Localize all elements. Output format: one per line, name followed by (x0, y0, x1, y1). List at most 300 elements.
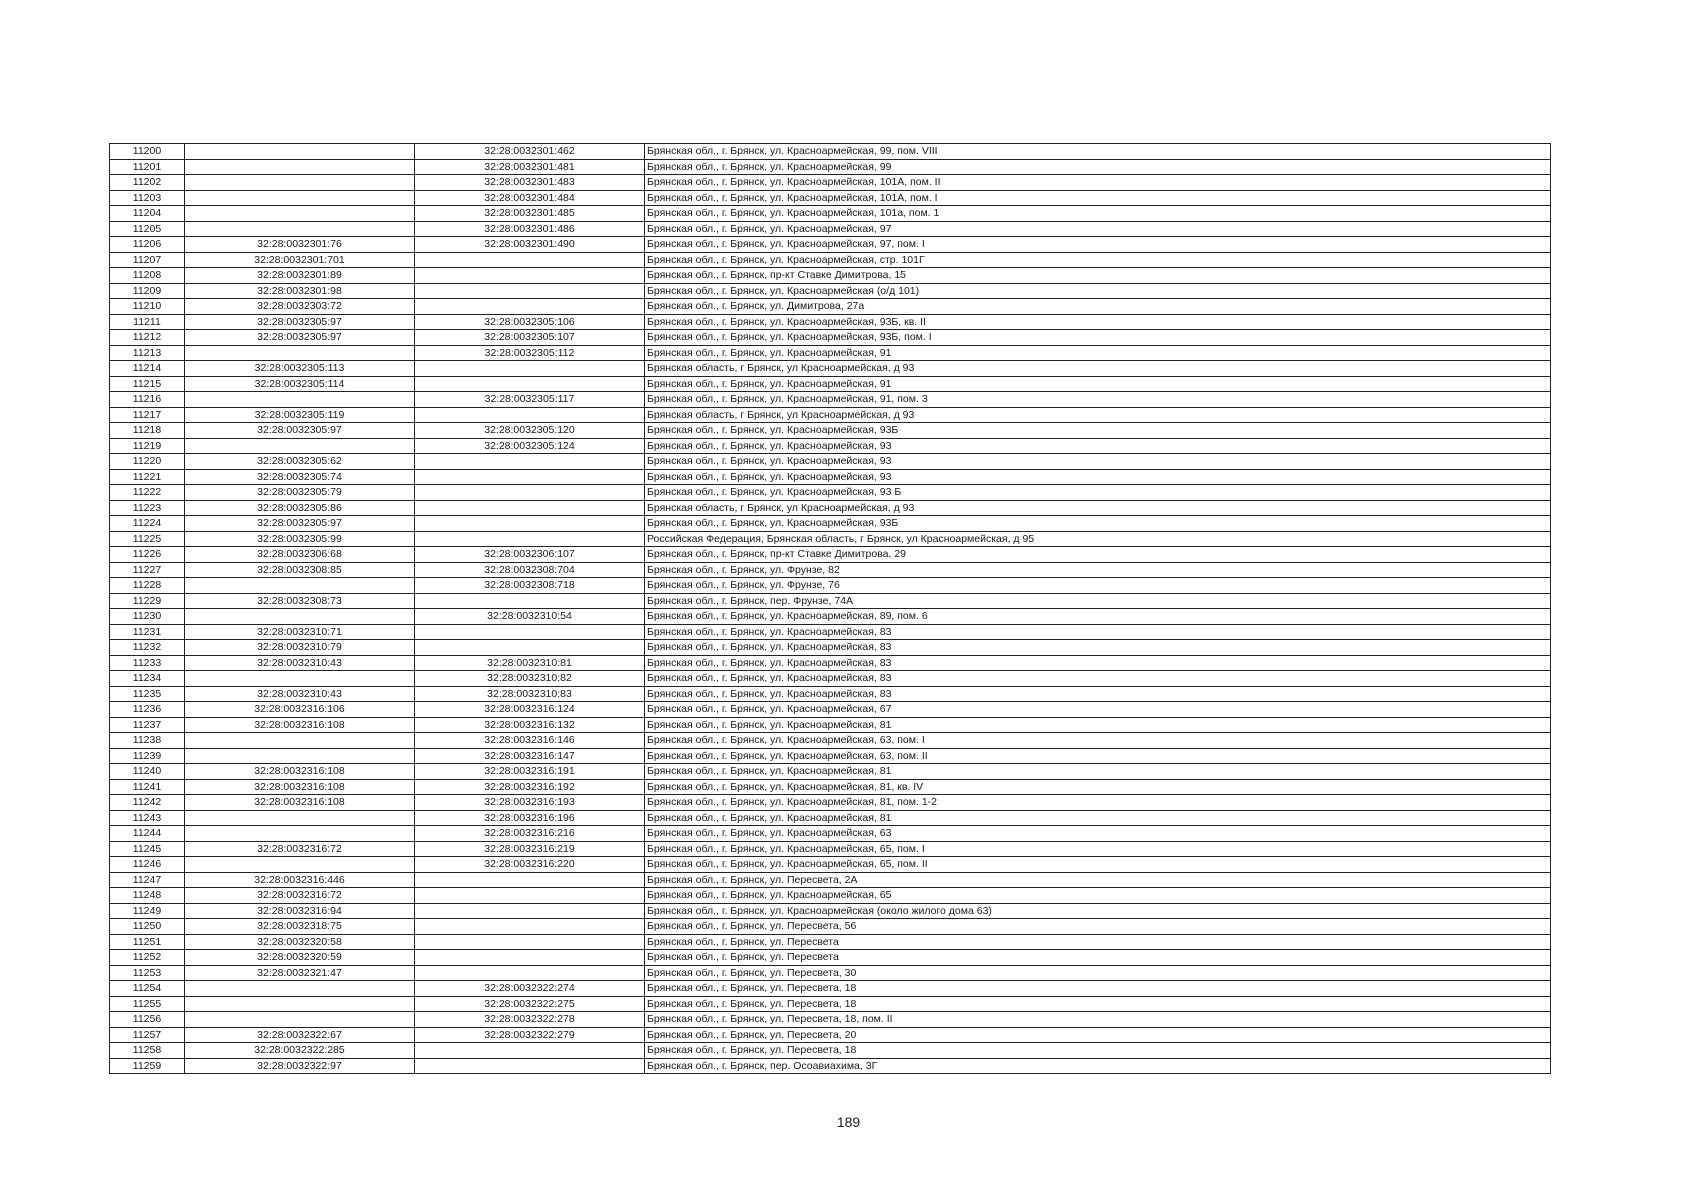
row-number-cell: 11209 (110, 283, 185, 299)
row-number-cell: 11239 (110, 748, 185, 764)
row-number-cell: 11227 (110, 562, 185, 578)
parent-cadastral-number-cell: 32:28:0032308:73 (185, 593, 415, 609)
address-cell: Брянская обл., г. Брянск, пер. Осоавиахима, 3Г (645, 1058, 1551, 1074)
row-number-cell: 11259 (110, 1058, 185, 1074)
cadastral-number-cell (415, 485, 645, 501)
cadastral-number-cell: 32:28:0032301:481 (415, 159, 645, 175)
cadastral-number-cell: 32:28:0032308:704 (415, 562, 645, 578)
address-cell: Брянская обл., г. Брянск, ул. Красноармейская, 67 (645, 702, 1551, 718)
table-row (110, 826, 1551, 842)
address-cell: Брянская обл., г. Брянск, ул. Красноармейская, 101А, пом. II (645, 175, 1551, 191)
cadastral-number-cell (415, 407, 645, 423)
row-number-cell: 11256 (110, 1012, 185, 1028)
cadastral-number-cell (415, 593, 645, 609)
table-row (110, 376, 1551, 392)
cadastral-number-cell (415, 888, 645, 904)
row-number-cell: 11228 (110, 578, 185, 594)
cadastral-number-cell (415, 283, 645, 299)
parent-cadastral-number-cell: 32:28:0032316:108 (185, 764, 415, 780)
address-cell: Брянская обл., г. Брянск, ул. Красноармейская, 93Б, пом. I (645, 330, 1551, 346)
row-number-cell: 11252 (110, 950, 185, 966)
table-row (110, 733, 1551, 749)
parent-cadastral-number-cell: 32:28:0032316:94 (185, 903, 415, 919)
cadastral-number-cell (415, 1058, 645, 1074)
address-cell: Брянская обл., г. Брянск, ул. Пересвета, 2А (645, 872, 1551, 888)
cadastral-number-cell: 32:28:0032316:192 (415, 779, 645, 795)
row-number-cell: 11224 (110, 516, 185, 532)
cadastral-number-cell: 32:28:0032310:54 (415, 609, 645, 625)
address-cell: Брянская обл., г. Брянск, ул. Красноармейская, 83 (645, 671, 1551, 687)
parent-cadastral-number-cell (185, 671, 415, 687)
address-cell: Брянская обл., г. Брянск, ул. Красноармейская, 89, пом. 6 (645, 609, 1551, 625)
table-row (110, 609, 1551, 625)
row-number-cell: 11212 (110, 330, 185, 346)
table-row (110, 593, 1551, 609)
table-row (110, 531, 1551, 547)
cadastral-number-cell: 32:28:0032316:219 (415, 841, 645, 857)
address-cell: Брянская обл., г. Брянск, ул. Красноармейская, 81 (645, 717, 1551, 733)
address-cell: Брянская обл., г. Брянск, ул. Красноармейская, 81 (645, 810, 1551, 826)
address-cell: Брянская обл., г. Брянск, пр-кт Ставке Димитрова, 15 (645, 268, 1551, 284)
table-row (110, 578, 1551, 594)
cadastral-number-cell: 32:28:0032305:112 (415, 345, 645, 361)
table-row (110, 516, 1551, 532)
cadastral-number-cell (415, 624, 645, 640)
registry-table-body (110, 144, 1551, 1074)
table-row (110, 361, 1551, 377)
row-number-cell: 11254 (110, 981, 185, 997)
cadastral-number-cell: 32:28:0032305:120 (415, 423, 645, 439)
parent-cadastral-number-cell (185, 221, 415, 237)
table-row (110, 206, 1551, 222)
row-number-cell: 11202 (110, 175, 185, 191)
cadastral-number-cell: 32:28:0032316:124 (415, 702, 645, 718)
table-row (110, 671, 1551, 687)
cadastral-number-cell: 32:28:0032316:196 (415, 810, 645, 826)
parent-cadastral-number-cell: 32:28:0032308:85 (185, 562, 415, 578)
row-number-cell: 11218 (110, 423, 185, 439)
table-row (110, 159, 1551, 175)
row-number-cell: 11232 (110, 640, 185, 656)
row-number-cell: 11214 (110, 361, 185, 377)
table-row (110, 144, 1551, 160)
parent-cadastral-number-cell (185, 175, 415, 191)
parent-cadastral-number-cell: 32:28:0032316:108 (185, 795, 415, 811)
address-cell: Брянская обл., г. Брянск, ул. Пересвета (645, 950, 1551, 966)
address-cell: Брянская обл., г. Брянск, ул. Красноармейская, 93Б (645, 423, 1551, 439)
address-cell: Брянская обл., г. Брянск, ул. Красноармейская (о/д 101) (645, 283, 1551, 299)
row-number-cell: 11237 (110, 717, 185, 733)
parent-cadastral-number-cell: 32:28:0032303:72 (185, 299, 415, 315)
parent-cadastral-number-cell (185, 996, 415, 1012)
parent-cadastral-number-cell: 32:28:0032310:71 (185, 624, 415, 640)
row-number-cell: 11203 (110, 190, 185, 206)
cadastral-number-cell: 32:28:0032316:193 (415, 795, 645, 811)
table-row (110, 1043, 1551, 1059)
cadastral-number-cell: 32:28:0032305:107 (415, 330, 645, 346)
cadastral-number-cell: 32:28:0032305:124 (415, 438, 645, 454)
row-number-cell: 11207 (110, 252, 185, 268)
cadastral-number-cell (415, 872, 645, 888)
address-cell: Брянская обл., г. Брянск, ул. Красноармейская, 83 (645, 624, 1551, 640)
row-number-cell: 11208 (110, 268, 185, 284)
cadastral-number-cell: 32:28:0032301:484 (415, 190, 645, 206)
row-number-cell: 11249 (110, 903, 185, 919)
parent-cadastral-number-cell (185, 981, 415, 997)
address-cell: Брянская обл., г. Брянск, ул. Пересвета, 18 (645, 981, 1551, 997)
parent-cadastral-number-cell (185, 609, 415, 625)
parent-cadastral-number-cell: 32:28:0032316:72 (185, 841, 415, 857)
table-row (110, 903, 1551, 919)
address-cell: Брянская обл., г. Брянск, ул. Красноармейская (около жилого дома 63) (645, 903, 1551, 919)
row-number-cell: 11225 (110, 531, 185, 547)
registry-table (109, 143, 1551, 1074)
cadastral-number-cell: 32:28:0032305:106 (415, 314, 645, 330)
cadastral-number-cell: 32:28:0032310:83 (415, 686, 645, 702)
row-number-cell: 11245 (110, 841, 185, 857)
parent-cadastral-number-cell: 32:28:0032301:98 (185, 283, 415, 299)
row-number-cell: 11236 (110, 702, 185, 718)
cadastral-number-cell (415, 500, 645, 516)
table-row (110, 283, 1551, 299)
address-cell: Брянская обл., г. Брянск, ул. Красноармейская, стр. 101Г (645, 252, 1551, 268)
parent-cadastral-number-cell (185, 578, 415, 594)
parent-cadastral-number-cell (185, 438, 415, 454)
row-number-cell: 11231 (110, 624, 185, 640)
address-cell: Брянская обл., г. Брянск, ул. Пересвета, 56 (645, 919, 1551, 935)
table-row (110, 919, 1551, 935)
cadastral-number-cell: 32:28:0032301:486 (415, 221, 645, 237)
address-cell: Брянская обл., г. Брянск, ул. Красноармейская, 63, пом. I (645, 733, 1551, 749)
cadastral-number-cell (415, 919, 645, 935)
table-row (110, 841, 1551, 857)
address-cell: Брянская обл., г. Брянск, ул. Красноармейская, 97 (645, 221, 1551, 237)
row-number-cell: 11226 (110, 547, 185, 563)
table-row (110, 469, 1551, 485)
row-number-cell: 11248 (110, 888, 185, 904)
table-row (110, 392, 1551, 408)
cadastral-number-cell (415, 299, 645, 315)
address-cell: Брянская обл., г. Брянск, ул. Красноармейская, 91, пом. 3 (645, 392, 1551, 408)
table-row (110, 407, 1551, 423)
parent-cadastral-number-cell (185, 733, 415, 749)
address-cell: Российская Федерация, Брянская область, г Брянск, ул Красноармейская, д 95 (645, 531, 1551, 547)
parent-cadastral-number-cell: 32:28:0032305:97 (185, 330, 415, 346)
table-row (110, 562, 1551, 578)
table-row (110, 717, 1551, 733)
address-cell: Брянская обл., г. Брянск, ул. Пересвета, 18 (645, 1043, 1551, 1059)
address-cell: Брянская обл., г. Брянск, ул. Димитрова, 27а (645, 299, 1551, 315)
table-row (110, 1058, 1551, 1074)
parent-cadastral-number-cell (185, 857, 415, 873)
table-row (110, 810, 1551, 826)
parent-cadastral-number-cell: 32:28:0032306:68 (185, 547, 415, 563)
parent-cadastral-number-cell: 32:28:0032305:119 (185, 407, 415, 423)
table-row (110, 795, 1551, 811)
table-row (110, 221, 1551, 237)
address-cell: Брянская обл., г. Брянск, пр-кт Ставке Димитрова, 29 (645, 547, 1551, 563)
row-number-cell: 11246 (110, 857, 185, 873)
table-row (110, 345, 1551, 361)
table-row (110, 314, 1551, 330)
parent-cadastral-number-cell: 32:28:0032301:89 (185, 268, 415, 284)
row-number-cell: 11244 (110, 826, 185, 842)
parent-cadastral-number-cell: 32:28:0032305:86 (185, 500, 415, 516)
row-number-cell: 11216 (110, 392, 185, 408)
cadastral-number-cell (415, 376, 645, 392)
row-number-cell: 11217 (110, 407, 185, 423)
row-number-cell: 11210 (110, 299, 185, 315)
parent-cadastral-number-cell: 32:28:0032322:67 (185, 1027, 415, 1043)
address-cell: Брянская обл., г. Брянск, ул. Красноармейская, 81, пом. 1-2 (645, 795, 1551, 811)
cadastral-number-cell: 32:28:0032306:107 (415, 547, 645, 563)
cadastral-number-cell (415, 640, 645, 656)
cadastral-number-cell (415, 965, 645, 981)
row-number-cell: 11235 (110, 686, 185, 702)
row-number-cell: 11200 (110, 144, 185, 160)
address-cell: Брянская обл., г. Брянск, ул. Красноармейская, 91 (645, 345, 1551, 361)
row-number-cell: 11221 (110, 469, 185, 485)
address-cell: Брянская обл., г. Брянск, ул. Пересвета (645, 934, 1551, 950)
row-number-cell: 11219 (110, 438, 185, 454)
address-cell: Брянская обл., г. Брянск, пер. Фрунзе, 74А (645, 593, 1551, 609)
cadastral-number-cell (415, 516, 645, 532)
address-cell: Брянская обл., г. Брянск, ул. Фрунзе, 82 (645, 562, 1551, 578)
table-row (110, 175, 1551, 191)
parent-cadastral-number-cell (185, 345, 415, 361)
table-row (110, 190, 1551, 206)
cadastral-number-cell: 32:28:0032322:278 (415, 1012, 645, 1028)
row-number-cell: 11215 (110, 376, 185, 392)
cadastral-number-cell: 32:28:0032316:220 (415, 857, 645, 873)
cadastral-number-cell (415, 903, 645, 919)
table-row (110, 423, 1551, 439)
parent-cadastral-number-cell (185, 144, 415, 160)
row-number-cell: 11250 (110, 919, 185, 935)
parent-cadastral-number-cell: 32:28:0032305:97 (185, 314, 415, 330)
cadastral-number-cell: 32:28:0032301:490 (415, 237, 645, 253)
address-cell: Брянская обл., г. Брянск, ул. Красноармейская, 99, пом. VIII (645, 144, 1551, 160)
address-cell: Брянская обл., г. Брянск, ул. Красноармейская, 93 (645, 469, 1551, 485)
parent-cadastral-number-cell: 32:28:0032318:75 (185, 919, 415, 935)
address-cell: Брянская обл., г. Брянск, ул. Красноармейская, 101А, пом. I (645, 190, 1551, 206)
address-cell: Брянская обл., г. Брянск, ул. Красноармейская, 63, пом. II (645, 748, 1551, 764)
parent-cadastral-number-cell: 32:28:0032316:106 (185, 702, 415, 718)
table-row (110, 655, 1551, 671)
table-row (110, 299, 1551, 315)
row-number-cell: 11242 (110, 795, 185, 811)
row-number-cell: 11234 (110, 671, 185, 687)
row-number-cell: 11255 (110, 996, 185, 1012)
table-row (110, 1012, 1551, 1028)
address-cell: Брянская обл., г. Брянск, ул. Красноармейская, 99 (645, 159, 1551, 175)
address-cell: Брянская обл., г. Брянск, ул. Фрунзе, 76 (645, 578, 1551, 594)
row-number-cell: 11243 (110, 810, 185, 826)
parent-cadastral-number-cell (185, 190, 415, 206)
row-number-cell: 11251 (110, 934, 185, 950)
row-number-cell: 11253 (110, 965, 185, 981)
cadastral-number-cell: 32:28:0032301:485 (415, 206, 645, 222)
address-cell: Брянская обл., г. Брянск, ул. Красноармейская, 81, кв. IV (645, 779, 1551, 795)
cadastral-number-cell: 32:28:0032305:117 (415, 392, 645, 408)
row-number-cell: 11233 (110, 655, 185, 671)
parent-cadastral-number-cell: 32:28:0032310:43 (185, 686, 415, 702)
row-number-cell: 11258 (110, 1043, 185, 1059)
parent-cadastral-number-cell: 32:28:0032301:701 (185, 252, 415, 268)
table-row (110, 872, 1551, 888)
address-cell: Брянская обл., г. Брянск, ул. Красноармейская, 91 (645, 376, 1551, 392)
row-number-cell: 11230 (110, 609, 185, 625)
parent-cadastral-number-cell: 32:28:0032320:58 (185, 934, 415, 950)
table-row (110, 965, 1551, 981)
cadastral-number-cell: 32:28:0032322:275 (415, 996, 645, 1012)
table-row (110, 686, 1551, 702)
address-cell: Брянская обл., г. Брянск, ул. Пересвета, 18 (645, 996, 1551, 1012)
address-cell: Брянская обл., г. Брянск, ул. Красноармейская, 101а, пом. 1 (645, 206, 1551, 222)
parent-cadastral-number-cell: 32:28:0032305:74 (185, 469, 415, 485)
address-cell: Брянская обл., г. Брянск, ул. Красноармейская, 65, пом. I (645, 841, 1551, 857)
address-cell: Брянская обл., г. Брянск, ул. Красноармейская, 63 (645, 826, 1551, 842)
table-row (110, 640, 1551, 656)
parent-cadastral-number-cell: 32:28:0032305:113 (185, 361, 415, 377)
page-number: 189 (836, 1114, 861, 1130)
address-cell: Брянская обл., г. Брянск, ул. Красноармейская, 93Б, кв. II (645, 314, 1551, 330)
parent-cadastral-number-cell (185, 206, 415, 222)
row-number-cell: 11220 (110, 454, 185, 470)
parent-cadastral-number-cell (185, 392, 415, 408)
table-row (110, 981, 1551, 997)
parent-cadastral-number-cell: 32:28:0032316:108 (185, 779, 415, 795)
cadastral-number-cell: 32:28:0032316:216 (415, 826, 645, 842)
cadastral-number-cell: 32:28:0032301:483 (415, 175, 645, 191)
address-cell: Брянская обл., г. Брянск, ул. Красноармейская, 97, пом. I (645, 237, 1551, 253)
address-cell: Брянская обл., г. Брянск, ул. Красноармейская, 83 (645, 686, 1551, 702)
parent-cadastral-number-cell (185, 810, 415, 826)
parent-cadastral-number-cell: 32:28:0032305:114 (185, 376, 415, 392)
parent-cadastral-number-cell: 32:28:0032305:97 (185, 516, 415, 532)
table-row (110, 454, 1551, 470)
cadastral-number-cell (415, 268, 645, 284)
parent-cadastral-number-cell: 32:28:0032310:43 (185, 655, 415, 671)
address-cell: Брянская область, г Брянск, ул Красноармейская, д 93 (645, 500, 1551, 516)
row-number-cell: 11223 (110, 500, 185, 516)
parent-cadastral-number-cell (185, 826, 415, 842)
table-row (110, 779, 1551, 795)
parent-cadastral-number-cell: 32:28:0032305:79 (185, 485, 415, 501)
parent-cadastral-number-cell: 32:28:0032316:72 (185, 888, 415, 904)
cadastral-number-cell (415, 454, 645, 470)
row-number-cell: 11204 (110, 206, 185, 222)
row-number-cell: 11229 (110, 593, 185, 609)
cadastral-number-cell (415, 934, 645, 950)
address-cell: Брянская обл., г. Брянск, ул. Красноармейская, 83 (645, 655, 1551, 671)
cadastral-number-cell (415, 361, 645, 377)
row-number-cell: 11222 (110, 485, 185, 501)
address-cell: Брянская обл., г. Брянск, ул. Красноармейская, 81 (645, 764, 1551, 780)
cadastral-number-cell: 32:28:0032310:81 (415, 655, 645, 671)
cadastral-number-cell: 32:28:0032316:191 (415, 764, 645, 780)
cadastral-number-cell (415, 469, 645, 485)
parent-cadastral-number-cell: 32:28:0032316:446 (185, 872, 415, 888)
table-row (110, 268, 1551, 284)
table-row (110, 547, 1551, 563)
row-number-cell: 11240 (110, 764, 185, 780)
cadastral-number-cell (415, 1043, 645, 1059)
address-cell: Брянская область, г Брянск, ул Красноармейская, д 93 (645, 407, 1551, 423)
row-number-cell: 11205 (110, 221, 185, 237)
parent-cadastral-number-cell (185, 748, 415, 764)
row-number-cell: 11247 (110, 872, 185, 888)
row-number-cell: 11257 (110, 1027, 185, 1043)
table-row (110, 888, 1551, 904)
address-cell: Брянская обл., г. Брянск, ул. Красноармейская, 65, пом. II (645, 857, 1551, 873)
address-cell: Брянская обл., г. Брянск, ул. Красноармейская, 65 (645, 888, 1551, 904)
parent-cadastral-number-cell: 32:28:0032322:97 (185, 1058, 415, 1074)
table-row (110, 996, 1551, 1012)
table-row (110, 1027, 1551, 1043)
address-cell: Брянская обл., г. Брянск, ул. Красноармейская, 93Б (645, 516, 1551, 532)
row-number-cell: 11241 (110, 779, 185, 795)
address-cell: Брянская обл., г. Брянск, ул. Красноармейская, 83 (645, 640, 1551, 656)
cadastral-number-cell: 32:28:0032316:147 (415, 748, 645, 764)
cadastral-number-cell (415, 950, 645, 966)
cadastral-number-cell: 32:28:0032322:279 (415, 1027, 645, 1043)
table-row (110, 237, 1551, 253)
address-cell: Брянская обл., г. Брянск, ул. Красноармейская, 93 (645, 438, 1551, 454)
parent-cadastral-number-cell: 32:28:0032305:99 (185, 531, 415, 547)
parent-cadastral-number-cell (185, 159, 415, 175)
row-number-cell: 11206 (110, 237, 185, 253)
parent-cadastral-number-cell: 32:28:0032301:76 (185, 237, 415, 253)
table-row (110, 950, 1551, 966)
row-number-cell: 11238 (110, 733, 185, 749)
table-row (110, 764, 1551, 780)
parent-cadastral-number-cell: 32:28:0032321:47 (185, 965, 415, 981)
row-number-cell: 11201 (110, 159, 185, 175)
table-row (110, 330, 1551, 346)
table-row (110, 485, 1551, 501)
table-row (110, 252, 1551, 268)
address-cell: Брянская обл., г. Брянск, ул. Красноармейская, 93 (645, 454, 1551, 470)
address-cell: Брянская обл., г. Брянск, ул. Пересвета, 20 (645, 1027, 1551, 1043)
row-number-cell: 11213 (110, 345, 185, 361)
address-cell: Брянская область, г Брянск, ул Красноармейская, д 93 (645, 361, 1551, 377)
parent-cadastral-number-cell (185, 1012, 415, 1028)
cadastral-number-cell: 32:28:0032308:718 (415, 578, 645, 594)
table-row (110, 702, 1551, 718)
parent-cadastral-number-cell: 32:28:0032320:59 (185, 950, 415, 966)
address-cell: Брянская обл., г. Брянск, ул. Пересвета, 30 (645, 965, 1551, 981)
cadastral-number-cell (415, 531, 645, 547)
table-row (110, 934, 1551, 950)
parent-cadastral-number-cell: 32:28:0032322:285 (185, 1043, 415, 1059)
cadastral-number-cell: 32:28:0032310:82 (415, 671, 645, 687)
parent-cadastral-number-cell: 32:28:0032316:108 (185, 717, 415, 733)
cadastral-number-cell: 32:28:0032322:274 (415, 981, 645, 997)
row-number-cell: 11211 (110, 314, 185, 330)
cadastral-number-cell: 32:28:0032316:146 (415, 733, 645, 749)
table-row (110, 438, 1551, 454)
table-row (110, 748, 1551, 764)
table-row (110, 624, 1551, 640)
cadastral-number-cell (415, 252, 645, 268)
address-cell: Брянская обл., г. Брянск, ул. Пересвета, 18, пом. II (645, 1012, 1551, 1028)
parent-cadastral-number-cell: 32:28:0032305:62 (185, 454, 415, 470)
table-row (110, 857, 1551, 873)
cadastral-number-cell: 32:28:0032301:462 (415, 144, 645, 160)
parent-cadastral-number-cell: 32:28:0032310:79 (185, 640, 415, 656)
table-row (110, 500, 1551, 516)
